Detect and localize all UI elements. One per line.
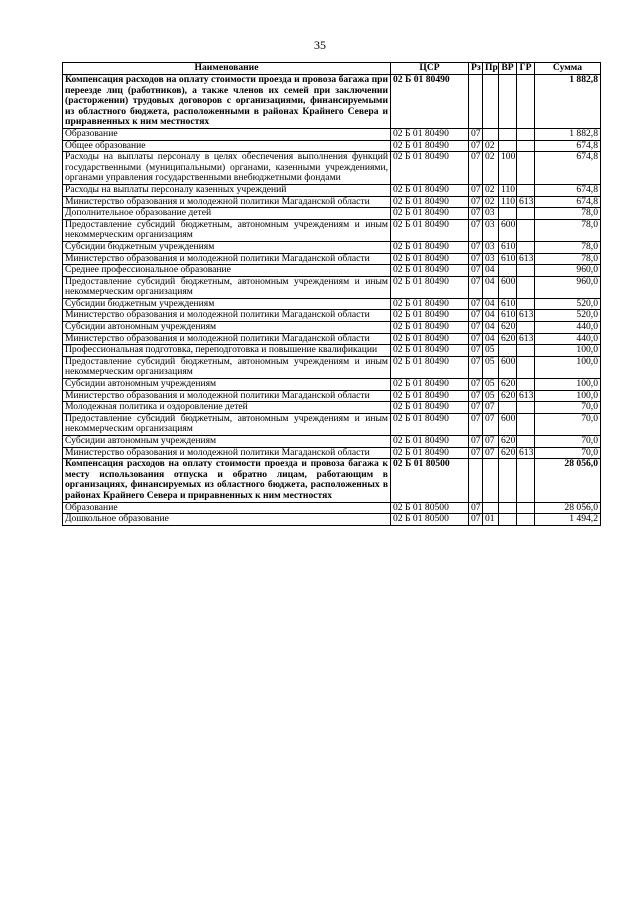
table-row xyxy=(63,514,601,526)
cell-name: Предоставление субсидий бюджетным, автономным учреждениям и иным некоммерческим организациям xyxy=(63,413,391,435)
cell-pr xyxy=(483,502,499,514)
cell-rz: 07 xyxy=(469,140,483,152)
cell-gr: 613 xyxy=(517,253,535,265)
cell-pr: 04 xyxy=(483,322,499,334)
cell-pr xyxy=(483,128,499,140)
cell-name: Субсидии автономным учреждениям xyxy=(63,379,391,391)
cell-pr: 07 xyxy=(483,447,499,459)
cell-gr xyxy=(517,128,535,140)
table-row xyxy=(63,502,601,514)
cell-name: Дошкольное образование xyxy=(63,514,391,526)
cell-vr xyxy=(499,514,517,526)
table-row xyxy=(63,208,601,220)
table-row xyxy=(63,276,601,298)
cell-csr: 02 Б 01 80490 xyxy=(391,152,469,185)
cell-gr: 613 xyxy=(517,390,535,402)
cell-rz: 07 xyxy=(469,310,483,322)
cell-gr xyxy=(517,298,535,310)
cell-vr: 620 xyxy=(499,390,517,402)
table-row xyxy=(63,196,601,208)
cell-sum: 78,0 xyxy=(535,219,601,241)
cell-sum: 674,8 xyxy=(535,184,601,196)
budget-table xyxy=(62,62,601,526)
cell-csr: 02 Б 01 80490 xyxy=(391,447,469,459)
cell-name: Образование xyxy=(63,502,391,514)
table-row xyxy=(63,298,601,310)
cell-gr xyxy=(517,356,535,378)
cell-gr xyxy=(517,241,535,253)
cell-rz: 07 xyxy=(469,184,483,196)
cell-pr: 02 xyxy=(483,196,499,208)
cell-pr: 02 xyxy=(483,184,499,196)
cell-vr xyxy=(499,502,517,514)
cell-vr: 620 xyxy=(499,447,517,459)
cell-rz: 07 xyxy=(469,322,483,334)
cell-sum: 100,0 xyxy=(535,345,601,357)
cell-name: Предоставление субсидий бюджетным, автономным учреждениям и иным некоммерческим организациям xyxy=(63,219,391,241)
cell-sum: 78,0 xyxy=(535,208,601,220)
cell-vr: 620 xyxy=(499,333,517,345)
cell-name: Субсидии автономным учреждениям xyxy=(63,322,391,334)
cell-csr: 02 Б 01 80490 xyxy=(391,253,469,265)
table-row xyxy=(63,219,601,241)
cell-csr: 02 Б 01 80490 xyxy=(391,196,469,208)
cell-sum: 70,0 xyxy=(535,447,601,459)
cell-name: Министерство образования и молодежной политики Магаданской области xyxy=(63,447,391,459)
cell-name: Предоставление субсидий бюджетным, автономным учреждениям и иным некоммерческим организациям xyxy=(63,276,391,298)
cell-csr: 02 Б 01 80490 xyxy=(391,379,469,391)
cell-csr: 02 Б 01 80490 xyxy=(391,310,469,322)
table-row xyxy=(63,390,601,402)
cell-rz: 07 xyxy=(469,390,483,402)
header-pr: Пр xyxy=(483,63,499,75)
cell-vr: 110 xyxy=(499,196,517,208)
cell-name: Образование xyxy=(63,128,391,140)
cell-vr: 100 xyxy=(499,152,517,185)
cell-sum: 100,0 xyxy=(535,356,601,378)
cell-rz: 07 xyxy=(469,253,483,265)
cell-sum: 520,0 xyxy=(535,310,601,322)
table-row xyxy=(63,413,601,435)
cell-gr xyxy=(517,322,535,334)
cell-sum: 520,0 xyxy=(535,298,601,310)
cell-csr: 02 Б 01 80490 xyxy=(391,390,469,402)
cell-csr: 02 Б 01 80490 xyxy=(391,276,469,298)
table-row xyxy=(63,184,601,196)
cell-csr: 02 Б 01 80490 xyxy=(391,241,469,253)
cell-vr: 610 xyxy=(499,253,517,265)
cell-pr: 03 xyxy=(483,208,499,220)
cell-rz: 07 xyxy=(469,333,483,345)
cell-rz: 07 xyxy=(469,402,483,414)
cell-gr xyxy=(517,514,535,526)
cell-csr: 02 Б 01 80490 xyxy=(391,402,469,414)
table-row xyxy=(63,241,601,253)
cell-vr xyxy=(499,402,517,414)
cell-rz: 07 xyxy=(469,379,483,391)
cell-csr: 02 Б 01 80490 xyxy=(391,345,469,357)
cell-csr: 02 Б 01 80500 xyxy=(391,459,469,502)
cell-csr: 02 Б 01 80500 xyxy=(391,514,469,526)
cell-gr xyxy=(517,379,535,391)
table-row xyxy=(63,379,601,391)
cell-vr: 610 xyxy=(499,241,517,253)
cell-vr: 110 xyxy=(499,184,517,196)
table-row xyxy=(63,322,601,334)
cell-vr xyxy=(499,128,517,140)
table-row xyxy=(63,447,601,459)
cell-pr: 05 xyxy=(483,390,499,402)
header-rz: Рз xyxy=(469,63,483,75)
cell-rz: 07 xyxy=(469,345,483,357)
cell-name: Субсидии автономным учреждениям xyxy=(63,436,391,448)
cell-rz: 07 xyxy=(469,356,483,378)
table-header-row xyxy=(63,63,601,75)
cell-pr: 02 xyxy=(483,152,499,185)
cell-gr: 613 xyxy=(517,196,535,208)
table-row xyxy=(63,436,601,448)
cell-gr xyxy=(517,140,535,152)
cell-sum: 1 882,8 xyxy=(535,75,601,129)
table-row xyxy=(63,75,601,129)
cell-gr xyxy=(517,402,535,414)
table-row xyxy=(63,402,601,414)
cell-rz: 07 xyxy=(469,219,483,241)
cell-gr xyxy=(517,265,535,277)
cell-sum: 440,0 xyxy=(535,333,601,345)
cell-pr: 03 xyxy=(483,241,499,253)
cell-vr: 610 xyxy=(499,298,517,310)
table-row xyxy=(63,152,601,185)
cell-sum: 674,8 xyxy=(535,152,601,185)
cell-name: Министерство образования и молодежной политики Магаданской области xyxy=(63,196,391,208)
cell-vr xyxy=(499,75,517,129)
cell-name: Субсидии бюджетным учреждениям xyxy=(63,241,391,253)
cell-name: Среднее профессиональное образование xyxy=(63,265,391,277)
cell-gr: 613 xyxy=(517,447,535,459)
cell-csr: 02 Б 01 80490 xyxy=(391,208,469,220)
cell-gr xyxy=(517,208,535,220)
table-row xyxy=(63,253,601,265)
cell-csr: 02 Б 01 80490 xyxy=(391,184,469,196)
cell-sum: 70,0 xyxy=(535,436,601,448)
cell-sum: 960,0 xyxy=(535,276,601,298)
cell-rz: 07 xyxy=(469,208,483,220)
cell-rz: 07 xyxy=(469,502,483,514)
table-row xyxy=(63,345,601,357)
cell-pr: 04 xyxy=(483,310,499,322)
cell-gr xyxy=(517,219,535,241)
table-row xyxy=(63,128,601,140)
cell-pr: 04 xyxy=(483,298,499,310)
cell-pr xyxy=(483,75,499,129)
cell-csr: 02 Б 01 80490 xyxy=(391,356,469,378)
cell-name: Молодежная политика и оздоровление детей xyxy=(63,402,391,414)
cell-name: Субсидии бюджетным учреждениям xyxy=(63,298,391,310)
cell-sum: 1 494,2 xyxy=(535,514,601,526)
cell-name: Расходы на выплаты персоналу в целях обеспечения выполнения функций государственными (муниципальными) органами, казенными учреждениями, органами управления государственными внебюджетными фондами xyxy=(63,152,391,185)
cell-csr: 02 Б 01 80490 xyxy=(391,75,469,129)
cell-sum: 674,8 xyxy=(535,140,601,152)
cell-gr xyxy=(517,345,535,357)
header-csr: ЦСР xyxy=(391,63,469,75)
cell-csr: 02 Б 01 80490 xyxy=(391,219,469,241)
cell-rz: 07 xyxy=(469,447,483,459)
cell-sum: 1 882,8 xyxy=(535,128,601,140)
cell-pr: 04 xyxy=(483,333,499,345)
cell-sum: 674,8 xyxy=(535,196,601,208)
cell-vr xyxy=(499,140,517,152)
cell-name: Министерство образования и молодежной политики Магаданской области xyxy=(63,390,391,402)
cell-gr xyxy=(517,413,535,435)
cell-rz: 07 xyxy=(469,514,483,526)
table-row xyxy=(63,310,601,322)
cell-gr xyxy=(517,502,535,514)
cell-csr: 02 Б 01 80490 xyxy=(391,140,469,152)
cell-rz: 07 xyxy=(469,128,483,140)
cell-pr: 03 xyxy=(483,219,499,241)
cell-gr xyxy=(517,152,535,185)
cell-sum: 70,0 xyxy=(535,413,601,435)
table-row xyxy=(63,459,601,502)
cell-gr xyxy=(517,459,535,502)
cell-rz: 07 xyxy=(469,241,483,253)
cell-sum: 78,0 xyxy=(535,253,601,265)
cell-csr: 02 Б 01 80500 xyxy=(391,502,469,514)
cell-gr: 613 xyxy=(517,333,535,345)
cell-name: Профессиональная подготовка, переподготовка и повышение квалификации xyxy=(63,345,391,357)
cell-pr xyxy=(483,459,499,502)
cell-gr: 613 xyxy=(517,310,535,322)
cell-vr: 620 xyxy=(499,322,517,334)
cell-pr: 07 xyxy=(483,402,499,414)
cell-sum: 100,0 xyxy=(535,390,601,402)
table-row xyxy=(63,140,601,152)
cell-sum: 78,0 xyxy=(535,241,601,253)
cell-csr: 02 Б 01 80490 xyxy=(391,265,469,277)
table-row xyxy=(63,265,601,277)
cell-vr: 620 xyxy=(499,436,517,448)
cell-csr: 02 Б 01 80490 xyxy=(391,333,469,345)
cell-name: Расходы на выплаты персоналу казенных учреждений xyxy=(63,184,391,196)
cell-vr xyxy=(499,345,517,357)
cell-pr: 03 xyxy=(483,253,499,265)
cell-sum: 100,0 xyxy=(535,379,601,391)
cell-pr: 07 xyxy=(483,413,499,435)
cell-csr: 02 Б 01 80490 xyxy=(391,128,469,140)
cell-pr: 05 xyxy=(483,379,499,391)
header-sum: Сумма xyxy=(535,63,601,75)
cell-sum: 440,0 xyxy=(535,322,601,334)
cell-pr: 04 xyxy=(483,276,499,298)
cell-name: Дополнительное образование детей xyxy=(63,208,391,220)
table-row xyxy=(63,333,601,345)
cell-sum: 960,0 xyxy=(535,265,601,277)
header-name: Наименование xyxy=(63,63,391,75)
cell-csr: 02 Б 01 80490 xyxy=(391,322,469,334)
cell-name: Предоставление субсидий бюджетным, автономным учреждениям и иным некоммерческим организациям xyxy=(63,356,391,378)
cell-vr xyxy=(499,208,517,220)
cell-rz: 07 xyxy=(469,276,483,298)
cell-rz xyxy=(469,75,483,129)
cell-vr xyxy=(499,265,517,277)
cell-pr: 01 xyxy=(483,514,499,526)
cell-rz: 07 xyxy=(469,196,483,208)
cell-vr: 600 xyxy=(499,356,517,378)
cell-vr xyxy=(499,459,517,502)
cell-pr: 07 xyxy=(483,436,499,448)
cell-sum: 28 056,0 xyxy=(535,502,601,514)
cell-gr xyxy=(517,184,535,196)
cell-rz: 07 xyxy=(469,413,483,435)
cell-name: Министерство образования и молодежной политики Магаданской области xyxy=(63,310,391,322)
cell-name: Министерство образования и молодежной политики Магаданской области xyxy=(63,333,391,345)
cell-rz xyxy=(469,459,483,502)
cell-vr: 620 xyxy=(499,379,517,391)
cell-rz: 07 xyxy=(469,436,483,448)
header-gr: ГР xyxy=(517,63,535,75)
cell-pr: 04 xyxy=(483,265,499,277)
cell-name: Компенсация расходов на оплату стоимости проезда и провоза багажа при переезде лиц (работников), а также членов их семей при заключении (расторжении) трудовых договоров с организациями, финансируемыми из областного бюджета, расположенными в районах Крайнего Севера и приравненных к ним местностях xyxy=(63,75,391,129)
cell-sum: 70,0 xyxy=(535,402,601,414)
cell-sum: 28 056,0 xyxy=(535,459,601,502)
cell-vr: 600 xyxy=(499,219,517,241)
cell-gr xyxy=(517,276,535,298)
cell-pr: 02 xyxy=(483,140,499,152)
cell-csr: 02 Б 01 80490 xyxy=(391,413,469,435)
cell-gr xyxy=(517,75,535,129)
cell-gr xyxy=(517,436,535,448)
header-vr: ВР xyxy=(499,63,517,75)
cell-name: Общее образование xyxy=(63,140,391,152)
cell-rz: 07 xyxy=(469,265,483,277)
cell-name: Компенсация расходов на оплату стоимости проезда и провоза багажа к месту использования отпуска и обратно лицам, работающим в организациях, финансируемых из областного бюджета, расположенных в районах Крайнего Севера и приравненных к ним местностях xyxy=(63,459,391,502)
cell-csr: 02 Б 01 80490 xyxy=(391,436,469,448)
cell-pr: 05 xyxy=(483,356,499,378)
table-row xyxy=(63,356,601,378)
page-number: 35 xyxy=(314,38,326,52)
cell-rz: 07 xyxy=(469,152,483,185)
cell-vr: 600 xyxy=(499,276,517,298)
cell-rz: 07 xyxy=(469,298,483,310)
cell-vr: 600 xyxy=(499,413,517,435)
cell-vr: 610 xyxy=(499,310,517,322)
cell-csr: 02 Б 01 80490 xyxy=(391,298,469,310)
cell-pr: 05 xyxy=(483,345,499,357)
cell-name: Министерство образования и молодежной политики Магаданской области xyxy=(63,253,391,265)
